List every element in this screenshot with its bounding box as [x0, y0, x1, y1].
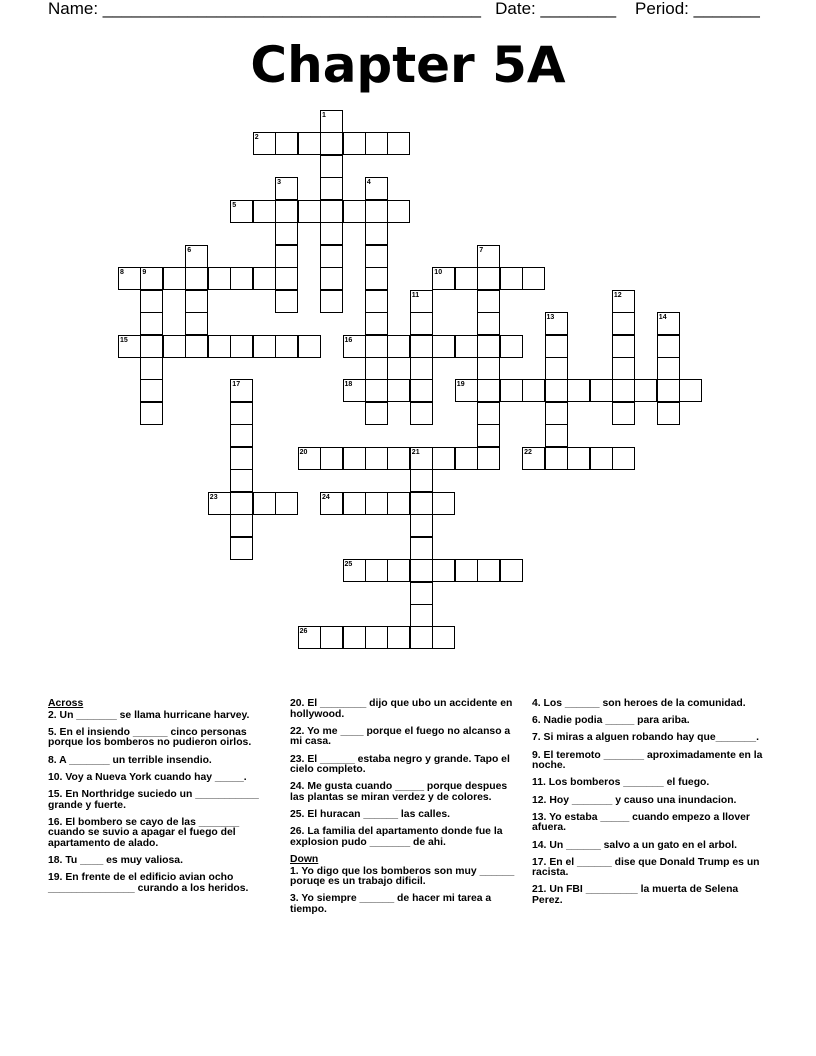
- clue-number-label: 2: [254, 134, 259, 142]
- crossword-cell[interactable]: [365, 267, 388, 290]
- crossword-cell[interactable]: [365, 245, 388, 268]
- clue-item: [532, 813, 764, 834]
- crossword-cell[interactable]: [657, 357, 680, 380]
- crossword-cell[interactable]: [298, 335, 321, 358]
- clue-number: 25.: [290, 809, 305, 821]
- clue-number-label: 23: [209, 493, 218, 501]
- clue-number: 22.: [290, 725, 305, 737]
- crossword-cell[interactable]: [387, 492, 410, 515]
- crossword-cell[interactable]: [365, 357, 388, 380]
- crossword-cell[interactable]: [657, 379, 680, 402]
- clue-number: 3.: [290, 893, 299, 905]
- crossword-cell[interactable]: [545, 357, 568, 380]
- clue-text: El bombero se cayo de las _______ cuando se suvio a apagar el fuego del apartamento de alado.: [48, 816, 240, 849]
- crossword-cell[interactable]: [275, 492, 298, 515]
- crossword-cell[interactable]: [657, 402, 680, 425]
- crossword-cell[interactable]: [230, 469, 253, 492]
- clue-item: [290, 699, 522, 720]
- crossword-cell[interactable]: [275, 335, 298, 358]
- crossword-cell[interactable]: [500, 335, 523, 358]
- clue-number: 26.: [290, 826, 305, 838]
- crossword-cell[interactable]: [140, 335, 163, 358]
- crossword-cell[interactable]: [185, 290, 208, 313]
- clue-text: El ________ dijo que ubo un accidente en hollywood.: [290, 698, 513, 720]
- crossword-cell[interactable]: [185, 267, 208, 290]
- crossword-cell[interactable]: [320, 290, 343, 313]
- crossword-cell[interactable]: [387, 379, 410, 402]
- crossword-cell[interactable]: [320, 222, 343, 245]
- crossword-cell[interactable]: [410, 312, 433, 335]
- clue-number-label: 16: [344, 336, 353, 344]
- crossword-cell[interactable]: [567, 447, 590, 470]
- clue-number-label: 5: [232, 201, 237, 209]
- clue-text: En Northridge suciedo un ___________ grande y fuerte.: [48, 788, 259, 811]
- crossword-cell[interactable]: [410, 582, 433, 605]
- crossword-cell[interactable]: [410, 492, 433, 515]
- clue-number-label: 9: [142, 269, 147, 277]
- crossword-cell[interactable]: [410, 537, 433, 560]
- crossword-cell[interactable]: [163, 267, 186, 290]
- crossword-cell[interactable]: [275, 267, 298, 290]
- crossword-cell[interactable]: [365, 312, 388, 335]
- clue-text: Yo estaba _____ cuando empezo a llover afuera.: [532, 811, 750, 834]
- crossword-cell[interactable]: [320, 132, 343, 155]
- clue-item: [290, 827, 522, 848]
- crossword-cell[interactable]: [320, 626, 343, 649]
- crossword-cell[interactable]: [387, 559, 410, 582]
- clue-text: A _______ un terrible insendio.: [56, 754, 212, 766]
- crossword-cell[interactable]: [567, 379, 590, 402]
- clue-number: 23.: [290, 753, 305, 765]
- crossword-cell[interactable]: [208, 335, 231, 358]
- clue-number-label: 7: [479, 246, 484, 254]
- clue-text: Yo digo que los bomberos son muy ______ poruqe es un trabajo dificil.: [290, 865, 515, 888]
- clue-text: El huracan ______ las calles.: [304, 809, 451, 821]
- crossword-cell[interactable]: [432, 492, 455, 515]
- clue-number-label: 22: [524, 448, 532, 456]
- crossword-cell[interactable]: [387, 132, 410, 155]
- crossword-cell[interactable]: [163, 335, 186, 358]
- clue-item: [290, 810, 522, 821]
- crossword-cell[interactable]: [500, 379, 523, 402]
- clue-number: 15.: [48, 788, 63, 800]
- crossword-cell[interactable]: [230, 514, 253, 537]
- clue-item: [532, 841, 764, 852]
- crossword-cell[interactable]: [253, 335, 276, 358]
- page-title: Chapter 5A: [250, 36, 566, 94]
- clue-number-label: 20: [299, 448, 308, 456]
- crossword-cell[interactable]: [320, 155, 343, 178]
- crossword-cell[interactable]: [320, 267, 343, 290]
- clue-item: [48, 773, 268, 784]
- clue-item: [48, 818, 268, 850]
- crossword-cell[interactable]: [500, 267, 523, 290]
- crossword-cell[interactable]: [522, 267, 545, 290]
- crossword-cell[interactable]: [365, 222, 388, 245]
- clue-item: [532, 751, 764, 772]
- clue-number: 20.: [290, 698, 305, 709]
- clue-text: Si miras a alguen robando hay que_______.: [540, 732, 759, 744]
- clue-number: 12.: [532, 794, 547, 806]
- clue-text: Los bomberos _______ el fuego.: [545, 777, 710, 789]
- crossword-cell[interactable]: [343, 447, 366, 470]
- crossword-cell[interactable]: [298, 132, 321, 155]
- crossword-cell[interactable]: [545, 424, 568, 447]
- clue-text: Yo siempre ______ de hacer mi tarea a tiempo.: [290, 893, 492, 916]
- crossword-cell[interactable]: [410, 402, 433, 425]
- crossword-cell[interactable]: [410, 335, 433, 358]
- crossword-cell[interactable]: [634, 379, 657, 402]
- crossword-cell[interactable]: [253, 200, 276, 223]
- crossword-cell[interactable]: [410, 379, 433, 402]
- clue-text: Yo me ____ porque el fuego no alcanso a mi casa.: [290, 725, 511, 748]
- clue-text: Un _______ se llama hurricane harvey.: [56, 709, 250, 721]
- crossword-cell[interactable]: [387, 200, 410, 223]
- clue-number-label: 13: [546, 314, 555, 321]
- clue-item: [532, 778, 764, 789]
- crossword-cell[interactable]: [679, 379, 702, 402]
- clue-number: 9.: [532, 749, 541, 761]
- clue-number: 6.: [532, 715, 541, 727]
- clue-number: 10.: [48, 771, 63, 783]
- crossword-cell[interactable]: [365, 335, 388, 358]
- clues-column-1: [48, 699, 268, 901]
- clue-text: Hoy _______ y causo una inundacion.: [546, 794, 737, 806]
- crossword-cell[interactable]: [275, 290, 298, 313]
- crossword-cell[interactable]: [590, 379, 613, 402]
- clue-number: 13.: [532, 811, 547, 823]
- clue-text: Un FBI _________ la muerta de Selena Perez.: [532, 884, 739, 907]
- crossword-cell[interactable]: [140, 379, 163, 402]
- clue-text: Me gusta cuando _____ porque despues las plantas se miran verdez y de colores.: [290, 781, 508, 803]
- crossword-cell[interactable]: [275, 222, 298, 245]
- clue-item: [48, 711, 268, 722]
- crossword-cell[interactable]: [477, 290, 500, 313]
- clue-number-label: 15: [120, 336, 128, 344]
- crossword-cell[interactable]: [455, 447, 478, 470]
- crossword-cell[interactable]: [365, 379, 388, 402]
- clues-column-3: [532, 699, 764, 913]
- clue-number-label: 19: [456, 381, 465, 389]
- clue-item: [532, 885, 764, 906]
- clue-number: 14.: [532, 839, 547, 851]
- crossword-cell[interactable]: [140, 312, 163, 335]
- crossword-cell[interactable]: [365, 402, 388, 425]
- clue-item: [48, 756, 268, 767]
- crossword-cell[interactable]: [320, 245, 343, 268]
- crossword-cell[interactable]: [365, 447, 388, 470]
- crossword-cell[interactable]: [343, 492, 366, 515]
- crossword-cell[interactable]: [455, 335, 478, 358]
- crossword-cell[interactable]: [230, 492, 253, 515]
- crossword-cell[interactable]: [298, 200, 321, 223]
- clue-number: 18.: [48, 855, 63, 867]
- clue-number-label: 6: [187, 246, 192, 254]
- clue-number: 21.: [532, 884, 547, 896]
- crossword-cell[interactable]: [387, 626, 410, 649]
- crossword-cell[interactable]: [522, 379, 545, 402]
- crossword-cell[interactable]: [477, 379, 500, 402]
- crossword-cell[interactable]: [545, 379, 568, 402]
- crossword-cell[interactable]: [455, 267, 478, 290]
- clue-number-label: 24: [322, 493, 330, 501]
- clue-number-label: 3: [277, 179, 281, 187]
- clue-number-label: 17: [232, 381, 241, 389]
- crossword-cell[interactable]: [343, 200, 366, 223]
- clue-number: 4.: [532, 698, 541, 709]
- clue-text: Un ______ salvo a un gato en el arbol.: [546, 839, 738, 851]
- crossword-cell[interactable]: [387, 447, 410, 470]
- crossword-cell[interactable]: [612, 379, 635, 402]
- crossword-cell[interactable]: [365, 626, 388, 649]
- crossword-cell[interactable]: [477, 559, 500, 582]
- crossword-cell[interactable]: [410, 626, 433, 649]
- crossword-cell[interactable]: [477, 447, 500, 470]
- clues-column-2: [290, 699, 522, 922]
- clue-number: 1.: [290, 865, 299, 877]
- clue-number-label: 12: [613, 291, 622, 299]
- crossword-cell[interactable]: [230, 267, 253, 290]
- clue-number-label: 10: [434, 269, 443, 277]
- clue-item: [290, 755, 522, 776]
- crossword-cell[interactable]: [477, 424, 500, 447]
- crossword-cell[interactable]: [432, 559, 455, 582]
- crossword-cell[interactable]: [612, 357, 635, 380]
- clue-number: 2.: [48, 709, 57, 721]
- clue-item: [532, 858, 764, 879]
- crossword-cell[interactable]: [612, 335, 635, 358]
- crossword-cell[interactable]: [140, 402, 163, 425]
- crossword-cell[interactable]: [140, 290, 163, 313]
- clue-item: [48, 856, 268, 867]
- clue-number-label: 21: [411, 448, 420, 456]
- clue-text: Los ______ son heroes de la comunidad.: [540, 698, 746, 709]
- crossword-cell[interactable]: [320, 200, 343, 223]
- crossword-cell[interactable]: [477, 267, 500, 290]
- clue-item: [290, 894, 522, 915]
- clues-heading: Down: [290, 854, 319, 866]
- crossword-cell[interactable]: [275, 132, 298, 155]
- clue-number: 19.: [48, 872, 63, 884]
- crossword-cell[interactable]: [185, 335, 208, 358]
- crossword-cell[interactable]: [387, 335, 410, 358]
- clue-text: Tu ____ es muy valiosa.: [62, 855, 183, 867]
- crossword-cell[interactable]: [275, 245, 298, 268]
- crossword-cell[interactable]: [545, 335, 568, 358]
- crossword-cell[interactable]: [230, 537, 253, 560]
- crossword-cell[interactable]: [477, 357, 500, 380]
- clue-text: En el insiendo ______ cinco personas porque los bomberos no pudieron oirlos.: [48, 726, 252, 749]
- crossword-cell[interactable]: [432, 335, 455, 358]
- crossword-cell[interactable]: [657, 335, 680, 358]
- crossword-cell[interactable]: [410, 604, 433, 627]
- clue-item: [532, 796, 764, 807]
- crossword-cell[interactable]: [455, 559, 478, 582]
- clue-text: Nadie podia _____ para ariba.: [540, 715, 690, 727]
- crossword-cell[interactable]: [432, 447, 455, 470]
- crossword-cell[interactable]: [253, 267, 276, 290]
- clue-text: En frente de el edificio avian ocho _______________ curando a los heridos.: [48, 872, 249, 894]
- crossword-cell[interactable]: [612, 447, 635, 470]
- crossword-cell[interactable]: [432, 626, 455, 649]
- clue-number-label: 8: [120, 269, 124, 277]
- crossword-cell[interactable]: [253, 492, 276, 515]
- crossword-cell[interactable]: [365, 132, 388, 155]
- crossword-cell[interactable]: [275, 200, 298, 223]
- crossword-cell[interactable]: [365, 200, 388, 223]
- crossword-cell[interactable]: [500, 559, 523, 582]
- clue-number-label: 25: [344, 561, 353, 568]
- clue-item: [48, 728, 268, 749]
- crossword-cell[interactable]: [590, 447, 613, 470]
- clue-number-label: 14: [658, 314, 667, 321]
- clue-item: [532, 716, 764, 727]
- crossword-cell[interactable]: [545, 447, 568, 470]
- clue-text: Voy a Nueva York cuando hay _____.: [62, 771, 247, 783]
- crossword-cell[interactable]: [365, 559, 388, 582]
- crossword-cell[interactable]: [612, 402, 635, 425]
- crossword-cell[interactable]: [477, 402, 500, 425]
- crossword-cell[interactable]: [612, 312, 635, 335]
- clue-number: 8.: [48, 754, 57, 766]
- crossword-cell[interactable]: [185, 312, 208, 335]
- crossword-cell[interactable]: [410, 357, 433, 380]
- crossword-cell[interactable]: [230, 447, 253, 470]
- clue-text: En el ______ dise que Donald Trump es un racista.: [532, 856, 760, 879]
- clue-number-label: 26: [299, 628, 308, 636]
- crossword-cell[interactable]: [410, 469, 433, 492]
- clue-item: [48, 790, 268, 811]
- clue-item: [290, 867, 522, 888]
- crossword-cell[interactable]: [230, 402, 253, 425]
- crossword-cell[interactable]: [230, 335, 253, 358]
- crossword-cell[interactable]: [410, 559, 433, 582]
- crossword-cell[interactable]: [320, 447, 343, 470]
- clue-number: 17.: [532, 856, 547, 868]
- crossword-cell[interactable]: [477, 335, 500, 358]
- clue-number-label: 4: [366, 179, 371, 187]
- crossword-cell[interactable]: [365, 492, 388, 515]
- clue-number: 16.: [48, 816, 63, 828]
- student-info-line: Name: ________________________________________ Date: ________ Period: _______: [48, 0, 760, 18]
- crossword-cell[interactable]: [140, 357, 163, 380]
- clue-number: 7.: [532, 732, 541, 744]
- clue-number-label: 11: [411, 291, 420, 299]
- crossword-cell[interactable]: [320, 177, 343, 200]
- clue-text: La familia del apartamento donde fue la explosion pudo _______ de ahi.: [290, 826, 503, 848]
- clue-item: [290, 727, 522, 748]
- crossword-cell[interactable]: [343, 132, 366, 155]
- crossword-cell[interactable]: [545, 402, 568, 425]
- clue-number-label: 18: [344, 381, 353, 389]
- clue-item: [290, 782, 522, 803]
- clue-number: 11.: [532, 777, 546, 789]
- clue-item: [532, 733, 764, 744]
- clue-number: 24.: [290, 781, 305, 793]
- crossword-cell[interactable]: [230, 424, 253, 447]
- crossword-cell[interactable]: [365, 290, 388, 313]
- clue-item: [48, 873, 268, 894]
- crossword-cell[interactable]: [477, 312, 500, 335]
- clue-text: El ______ estaba negro y grande. Tapo el cielo completo.: [290, 753, 510, 776]
- crossword-cell[interactable]: [208, 267, 231, 290]
- clue-text: El teremoto _______ aproximadamente en la noche.: [532, 749, 763, 772]
- clue-number: 5.: [48, 726, 57, 738]
- clue-number-label: 1: [322, 112, 326, 119]
- crossword-cell[interactable]: [410, 514, 433, 537]
- crossword-cell[interactable]: [343, 626, 366, 649]
- clue-item: [532, 699, 764, 710]
- clues-heading: Across: [48, 698, 84, 709]
